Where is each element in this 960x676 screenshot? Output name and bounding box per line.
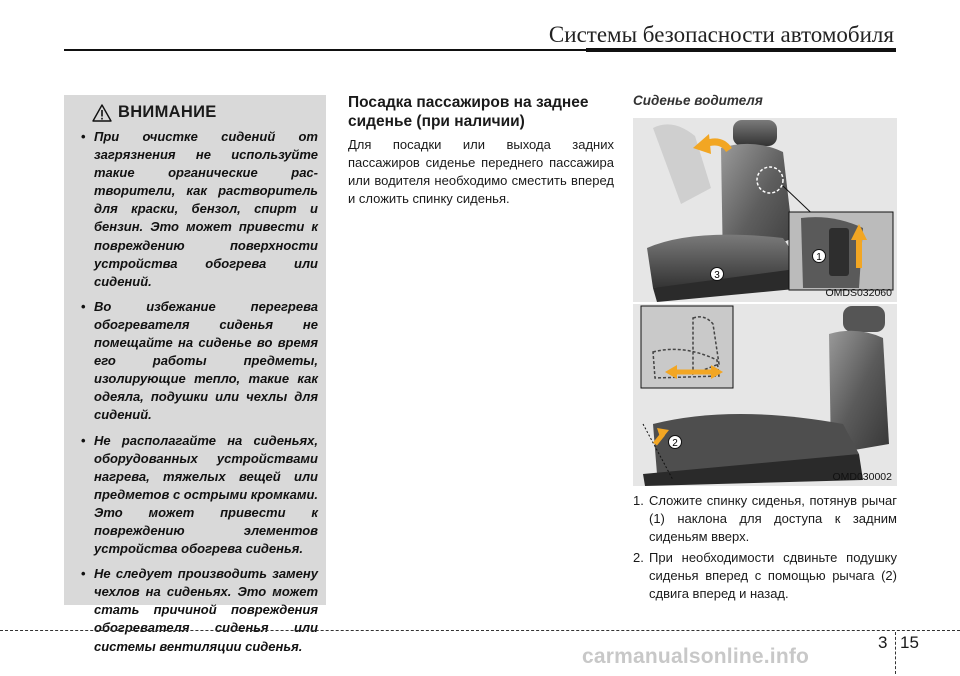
- warning-item: • Не следует производить замену чехлов на сиденьях. Это может стать причиной повреждения обогревателя сиденья или системы вентиляции сиденья.: [74, 565, 318, 655]
- driver-seat-subtitle: Сиденье водителя: [633, 93, 763, 108]
- warning-item: • Не располагайте на сиденьях, оборудованных устройствами нагрева, тяжелых вещей или предметов с острыми кромками. Это может привести к повреждению элементов устройства обогрева сиденья.: [74, 432, 318, 559]
- headrest: [843, 306, 885, 332]
- step-number: 1.: [633, 493, 644, 508]
- seat-recline-illustration: [633, 118, 897, 302]
- headrest: [733, 120, 777, 146]
- step-number: 2.: [633, 550, 644, 565]
- warning-box: [64, 95, 326, 654]
- page-divider: [895, 632, 896, 674]
- step-item: [633, 549, 897, 603]
- warning-triangle-icon: [92, 104, 112, 122]
- step-text: При необходимости сдвиньте подушку сиденья вперед с помощью рычага (2) сдвига вперед и назад.: [649, 550, 897, 601]
- footer-rule: [0, 630, 960, 631]
- steps-list: [633, 492, 897, 606]
- figure-code: OMDS032060: [825, 287, 892, 299]
- page-number: 15: [900, 633, 919, 652]
- seat-recline-drawing: [633, 118, 897, 302]
- section-body: Для посадки или выхода задних пассажиров сиденье переднего пассажира или водителя необходимо сместить вперед и сложить спинку сиденья.: [348, 137, 614, 206]
- callout-1-label: 1: [816, 252, 822, 263]
- reclined-backrest-ghost: [653, 124, 711, 204]
- warning-item: • Во избежание перегрева обогревателя сиденья не помещайте на сиденье во время его работы предметы, изолирующие тепло, такие как одеяла, подушки или чехлы для сидений.: [74, 298, 318, 425]
- driver-seat-subtitle-wrap: [633, 93, 897, 108]
- warning-list: [74, 128, 318, 656]
- rear-seat-access-section: [348, 93, 614, 208]
- seat-slide-illustration: [633, 304, 897, 486]
- seat-slide-drawing: [633, 304, 897, 486]
- page-header-title: Системы безопасности автомобиля: [548, 22, 894, 47]
- callout-2-label: 2: [672, 438, 678, 449]
- section-title: Посадка пассажиров на заднее сиденье (при наличии): [348, 94, 589, 130]
- watermark: carmanualsonline.info: [582, 645, 810, 668]
- header-rule: [64, 49, 896, 51]
- warning-item: • При очистке сидений от загрязнения не используйте такие органические рас-творители, как растворитель для краски, бензол, спирт и бензин. Это может привести к повреждению поверхности устройства обогрева или сидений.: [74, 128, 318, 291]
- warning-header: [92, 103, 318, 122]
- callout-3-label: 3: [714, 270, 720, 281]
- figure-code: OMD030002: [832, 471, 892, 483]
- step-text: Сложите спинку сиденья, потянув рычаг (1) наклона для доступа к задним сиденьям вверх.: [649, 493, 897, 544]
- warning-title: ВНИМАНИЕ: [118, 103, 217, 121]
- chapter-number: 3: [878, 633, 888, 652]
- step-item: [633, 492, 897, 546]
- recline-lever: [829, 228, 849, 276]
